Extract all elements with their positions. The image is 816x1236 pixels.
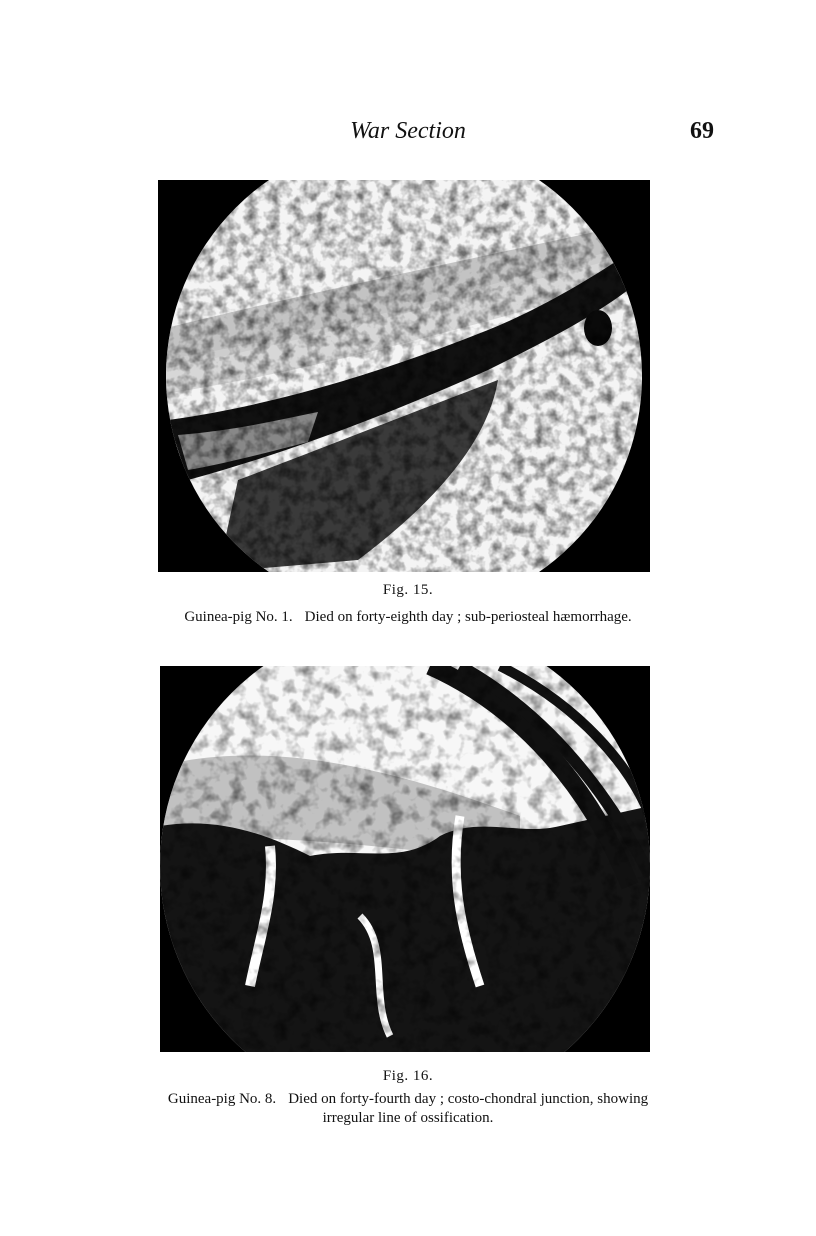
figure-15-caption <box>0 608 816 627</box>
figure-15-caption-text: Died on forty-eighth day ; sub-periosteal hæmorrhage. <box>304 609 632 625</box>
page-number: 69 <box>690 118 714 144</box>
figure-15-label <box>0 582 816 599</box>
figure-16-micrograph <box>160 666 650 1052</box>
running-title: War Section <box>350 118 466 144</box>
figure-16-caption-text-1: Died on forty-fourth day ; costo-chondral junction, showing <box>288 1091 649 1107</box>
figure-16-caption-line1 <box>0 1090 816 1109</box>
running-head <box>0 118 816 148</box>
figure-16-label <box>0 1068 816 1085</box>
micrograph-16-svg <box>160 666 650 1052</box>
figure-15-micrograph <box>158 180 650 572</box>
figure-16-caption-label: Guinea-pig No. 8. <box>167 1091 277 1107</box>
figure-15-caption-label: Guinea-pig No. 1. <box>184 609 293 625</box>
figure-16-caption <box>0 1090 816 1128</box>
figure-16-caption-line2: irregular line of ossification. <box>322 1110 494 1126</box>
figure-16-label-text: Fig. 16. <box>382 1068 434 1084</box>
micrograph-15-svg <box>158 180 650 572</box>
figure-15-label-text: Fig. 15. <box>382 582 434 598</box>
